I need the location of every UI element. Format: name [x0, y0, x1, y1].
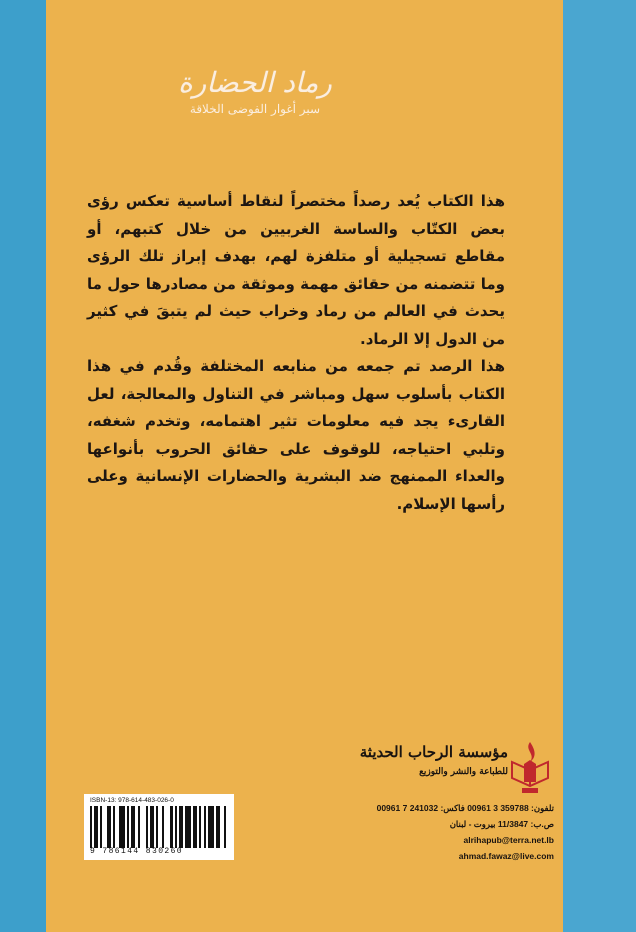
title-logo: [95, 66, 415, 118]
right-blue-border: [563, 0, 636, 932]
po-box-address: ص.ب: 11/3847 بيروت - لبنان: [449, 819, 554, 829]
left-blue-border: [0, 0, 46, 932]
barcode-number: 9 786144 830260: [90, 847, 184, 856]
blurb-paragraph-1: هذا الكتاب يُعد رصداً مختصراً لنقاط أساسية تعكس رؤى بعض الكتّاب والساسة الغربيين من خلال كتبهم، أو مقاطع تسجيلية أو متلفزة لهم، بهدف إبراز تلك الرؤى وما تتضمنه من حقائق مهمة وموثقة من مصادرها حول ما يحدث في العالم من رماد وخراب حيث لم يتبقَ في كثير من الدول إلا الرماد.: [87, 192, 505, 348]
barcode-bars: [90, 806, 228, 848]
book-title: رماد الحضارة: [178, 66, 332, 99]
publisher-tagline: للطباعة والنشر والتوزيع: [419, 767, 508, 777]
book-subtitle: سبر أغوار الفوضى الخلاقة: [189, 102, 321, 116]
phone-fax: تلفون: 359788 3 00961 فاكس: 241032 7 00961: [376, 803, 554, 813]
isbn-barcode: [84, 794, 234, 860]
blurb-paragraph-2: هذا الرصد تم جمعه من منابعه المختلفة وقُدم في هذا الكتاب بأسلوب سهل ومباشر في التناول والمعالجة، لعل القارىء يجد فيه معلومات تثير اهتمامه، وتخدم شغفه، وتلبي احتياجه، للوقوف على حقائق الحروب بأنواعها والعداء الممنهج ضد البشرية والحضارات الإنسانية وعلى رأسها الإسلام.: [87, 357, 505, 513]
email-2: ahmad.fawaz@live.com: [458, 851, 554, 861]
blurb: [87, 188, 505, 518]
publisher-contact: [336, 800, 554, 864]
publisher-name: مؤسسة الرحاب الحديثة: [359, 743, 508, 761]
publisher-logo: [352, 738, 550, 796]
isbn-label: ISBN-13: 978-614-483-026-0: [90, 797, 174, 804]
email-1: alrihapub@terra.net.lb: [463, 835, 554, 845]
barcode-stripe: [226, 806, 228, 848]
book-flame-icon: [510, 738, 550, 796]
